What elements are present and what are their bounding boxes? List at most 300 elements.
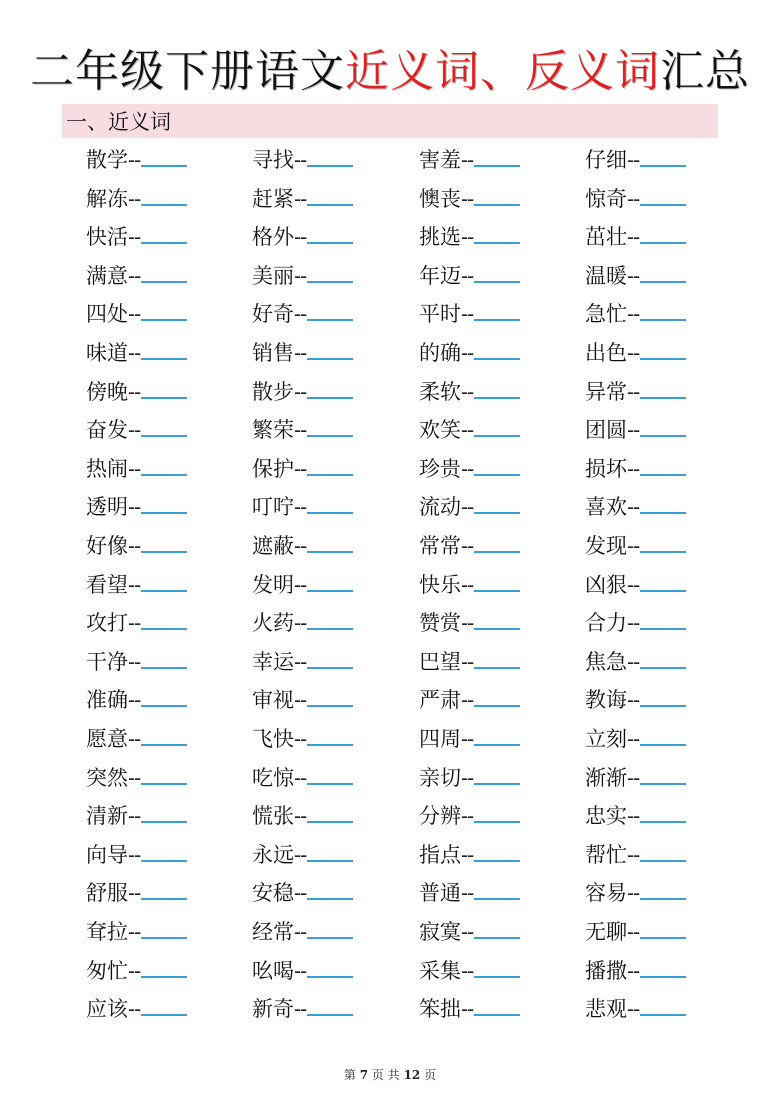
word-item bbox=[585, 299, 735, 337]
word-item bbox=[252, 608, 402, 646]
answer-blank[interactable] bbox=[307, 765, 353, 785]
word-separator: -- bbox=[294, 958, 307, 983]
word-text: 寂寞 bbox=[419, 920, 461, 944]
word-separator: -- bbox=[128, 804, 141, 829]
word-item bbox=[86, 647, 236, 685]
word-separator: -- bbox=[461, 302, 474, 327]
answer-blank[interactable] bbox=[474, 533, 520, 553]
word-item bbox=[252, 570, 402, 608]
word-text: 容易 bbox=[585, 881, 627, 906]
word-item bbox=[252, 261, 402, 299]
answer-blank[interactable] bbox=[307, 803, 353, 823]
word-item bbox=[419, 917, 569, 955]
word-text: 四处 bbox=[86, 302, 128, 327]
word-text: 清新 bbox=[86, 804, 128, 829]
word-text: 播撒 bbox=[585, 958, 627, 983]
answer-blank[interactable] bbox=[141, 494, 187, 514]
answer-blank[interactable] bbox=[141, 726, 187, 746]
word-separator: -- bbox=[627, 958, 640, 983]
word-item bbox=[252, 338, 402, 376]
answer-blank[interactable] bbox=[474, 765, 520, 785]
word-text: 好像 bbox=[86, 534, 128, 558]
answer-blank[interactable] bbox=[474, 340, 520, 360]
answer-blank[interactable] bbox=[640, 610, 686, 630]
word-separator: -- bbox=[294, 534, 307, 558]
word-separator: -- bbox=[294, 225, 307, 250]
word-item bbox=[585, 454, 735, 492]
word-separator: -- bbox=[128, 456, 141, 481]
word-separator: -- bbox=[461, 804, 474, 829]
word-separator: -- bbox=[294, 418, 307, 443]
word-item bbox=[419, 570, 569, 608]
word-item bbox=[419, 878, 569, 916]
word-separator: -- bbox=[128, 958, 141, 983]
answer-blank[interactable] bbox=[640, 765, 686, 785]
word-text: 笨拙 bbox=[419, 997, 461, 1022]
word-text: 流动 bbox=[419, 495, 461, 520]
answer-blank[interactable] bbox=[307, 996, 353, 1016]
word-text: 经常 bbox=[252, 920, 294, 944]
word-item bbox=[585, 685, 735, 723]
word-separator: -- bbox=[461, 186, 474, 211]
word-separator: -- bbox=[128, 649, 141, 674]
word-item bbox=[585, 145, 735, 183]
answer-blank[interactable] bbox=[640, 301, 686, 321]
answer-blank[interactable] bbox=[474, 687, 520, 707]
word-separator: -- bbox=[627, 765, 640, 790]
word-text: 年迈 bbox=[419, 263, 461, 288]
word-text: 快活 bbox=[86, 225, 128, 250]
answer-blank[interactable] bbox=[474, 379, 520, 399]
word-item bbox=[86, 492, 236, 530]
word-text: 喜欢 bbox=[585, 495, 627, 520]
word-text: 美丽 bbox=[252, 263, 294, 288]
word-separator: -- bbox=[294, 148, 307, 172]
word-item bbox=[86, 531, 236, 569]
word-separator: -- bbox=[128, 881, 141, 906]
answer-blank[interactable] bbox=[474, 456, 520, 476]
word-text: 干净 bbox=[86, 649, 128, 674]
word-item bbox=[585, 222, 735, 260]
word-text: 焦急 bbox=[585, 649, 627, 674]
word-text: 异常 bbox=[585, 379, 627, 404]
word-item bbox=[86, 724, 236, 762]
word-text: 吃惊 bbox=[252, 765, 294, 790]
word-row bbox=[86, 492, 726, 530]
answer-blank[interactable] bbox=[141, 765, 187, 785]
word-text: 幸运 bbox=[252, 649, 294, 674]
word-row bbox=[86, 801, 726, 839]
word-item bbox=[86, 917, 236, 955]
answer-blank[interactable] bbox=[474, 417, 520, 437]
word-text: 攻打 bbox=[86, 611, 128, 636]
word-separator: -- bbox=[294, 341, 307, 365]
answer-blank[interactable] bbox=[474, 803, 520, 823]
word-separator: -- bbox=[294, 649, 307, 674]
word-separator: -- bbox=[128, 534, 141, 558]
word-item bbox=[419, 222, 569, 260]
word-text: 耷拉 bbox=[86, 920, 128, 944]
word-row bbox=[86, 956, 726, 994]
word-item bbox=[252, 415, 402, 453]
word-item bbox=[86, 145, 236, 183]
word-separator: -- bbox=[294, 804, 307, 829]
answer-blank[interactable] bbox=[307, 610, 353, 630]
word-separator: -- bbox=[461, 920, 474, 944]
answer-blank[interactable] bbox=[307, 224, 353, 244]
word-item bbox=[86, 261, 236, 299]
answer-blank[interactable] bbox=[474, 880, 520, 900]
word-text: 发明 bbox=[252, 572, 294, 597]
answer-blank[interactable] bbox=[307, 842, 353, 862]
word-separator: -- bbox=[461, 341, 474, 365]
word-text: 吆喝 bbox=[252, 958, 294, 983]
answer-blank[interactable] bbox=[141, 224, 187, 244]
word-separator: -- bbox=[461, 379, 474, 404]
word-separator: -- bbox=[294, 611, 307, 636]
answer-blank[interactable] bbox=[640, 456, 686, 476]
word-text: 奋发 bbox=[86, 418, 128, 443]
word-item bbox=[585, 917, 735, 955]
word-item bbox=[86, 338, 236, 376]
word-text: 散学 bbox=[86, 148, 128, 172]
word-item bbox=[252, 492, 402, 530]
word-text: 格外 bbox=[252, 225, 294, 250]
word-item bbox=[86, 608, 236, 646]
word-text: 遮蔽 bbox=[252, 534, 294, 558]
answer-blank[interactable] bbox=[141, 919, 187, 939]
answer-blank[interactable] bbox=[307, 186, 353, 206]
word-text: 散步 bbox=[252, 379, 294, 404]
word-item bbox=[252, 724, 402, 762]
word-text: 安稳 bbox=[252, 881, 294, 906]
word-separator: -- bbox=[461, 727, 474, 751]
answer-blank[interactable] bbox=[474, 726, 520, 746]
word-separator: -- bbox=[461, 997, 474, 1022]
word-text: 普通 bbox=[419, 881, 461, 906]
answer-blank[interactable] bbox=[141, 379, 187, 399]
answer-blank[interactable] bbox=[640, 147, 686, 167]
word-item bbox=[419, 492, 569, 530]
word-separator: -- bbox=[128, 302, 141, 327]
word-item bbox=[585, 570, 735, 608]
word-separator: -- bbox=[128, 688, 141, 713]
word-item bbox=[252, 454, 402, 492]
answer-blank[interactable] bbox=[474, 842, 520, 862]
word-item bbox=[86, 415, 236, 453]
answer-blank[interactable] bbox=[474, 610, 520, 630]
word-text: 透明 bbox=[86, 495, 128, 520]
answer-blank[interactable] bbox=[640, 842, 686, 862]
word-item bbox=[252, 956, 402, 994]
answer-blank[interactable] bbox=[307, 958, 353, 978]
word-item bbox=[585, 531, 735, 569]
word-text: 帮忙 bbox=[585, 842, 627, 867]
word-item bbox=[419, 261, 569, 299]
word-row bbox=[86, 608, 726, 646]
answer-blank[interactable] bbox=[474, 494, 520, 514]
word-separator: -- bbox=[294, 456, 307, 481]
answer-blank[interactable] bbox=[141, 880, 187, 900]
word-separator: -- bbox=[294, 688, 307, 713]
word-separator: -- bbox=[461, 842, 474, 867]
answer-blank[interactable] bbox=[474, 919, 520, 939]
word-text: 赶紧 bbox=[252, 186, 294, 211]
word-item bbox=[585, 994, 735, 1032]
word-text: 合力 bbox=[585, 611, 627, 636]
title-part-grade: 二年级下册语文 bbox=[30, 46, 345, 97]
word-text: 满意 bbox=[86, 263, 128, 288]
word-item bbox=[252, 531, 402, 569]
answer-blank[interactable] bbox=[141, 263, 187, 283]
word-separator: -- bbox=[627, 881, 640, 906]
answer-blank[interactable] bbox=[307, 340, 353, 360]
word-separator: -- bbox=[627, 534, 640, 558]
answer-blank[interactable] bbox=[640, 649, 686, 669]
answer-blank[interactable] bbox=[640, 533, 686, 553]
word-item bbox=[86, 184, 236, 222]
word-item bbox=[252, 801, 402, 839]
word-item bbox=[585, 724, 735, 762]
word-row bbox=[86, 878, 726, 916]
word-text: 无聊 bbox=[585, 920, 627, 944]
word-text: 巴望 bbox=[419, 649, 461, 674]
word-separator: -- bbox=[461, 611, 474, 636]
answer-blank[interactable] bbox=[307, 687, 353, 707]
word-row bbox=[86, 261, 726, 299]
word-separator: -- bbox=[627, 263, 640, 288]
answer-blank[interactable] bbox=[474, 186, 520, 206]
answer-blank[interactable] bbox=[307, 533, 353, 553]
word-separator: -- bbox=[461, 495, 474, 520]
word-separator: -- bbox=[128, 418, 141, 443]
word-text: 懊丧 bbox=[419, 186, 461, 211]
answer-blank[interactable] bbox=[141, 417, 187, 437]
word-item bbox=[419, 840, 569, 878]
word-separator: -- bbox=[294, 997, 307, 1022]
word-item bbox=[419, 685, 569, 723]
word-text: 傍晚 bbox=[86, 379, 128, 404]
word-separator: -- bbox=[627, 727, 640, 751]
word-text: 新奇 bbox=[252, 997, 294, 1022]
word-item bbox=[86, 454, 236, 492]
answer-blank[interactable] bbox=[141, 456, 187, 476]
answer-blank[interactable] bbox=[141, 572, 187, 592]
word-separator: -- bbox=[627, 456, 640, 481]
answer-blank[interactable] bbox=[474, 572, 520, 592]
answer-blank[interactable] bbox=[640, 263, 686, 283]
word-separator: -- bbox=[128, 842, 141, 867]
footer-middle: 页 共 bbox=[371, 1068, 400, 1082]
answer-blank[interactable] bbox=[474, 301, 520, 321]
word-item bbox=[585, 763, 735, 801]
answer-blank[interactable] bbox=[141, 803, 187, 823]
word-item bbox=[585, 647, 735, 685]
answer-blank[interactable] bbox=[474, 996, 520, 1016]
answer-blank[interactable] bbox=[640, 880, 686, 900]
word-item bbox=[419, 531, 569, 569]
word-text: 销售 bbox=[252, 341, 294, 365]
answer-blank[interactable] bbox=[640, 958, 686, 978]
word-text: 永远 bbox=[252, 842, 294, 867]
word-row bbox=[86, 647, 726, 685]
word-row bbox=[86, 685, 726, 723]
word-item bbox=[585, 956, 735, 994]
word-separator: -- bbox=[294, 302, 307, 327]
answer-blank[interactable] bbox=[640, 186, 686, 206]
word-text: 急忙 bbox=[585, 302, 627, 327]
answer-blank[interactable] bbox=[307, 456, 353, 476]
word-item bbox=[419, 299, 569, 337]
word-item bbox=[419, 454, 569, 492]
answer-blank[interactable] bbox=[640, 340, 686, 360]
answer-blank[interactable] bbox=[640, 996, 686, 1016]
word-text: 严肃 bbox=[419, 688, 461, 713]
page-title bbox=[0, 44, 780, 100]
answer-blank[interactable] bbox=[474, 263, 520, 283]
word-separator: -- bbox=[128, 225, 141, 250]
word-separator: -- bbox=[461, 263, 474, 288]
word-item bbox=[86, 377, 236, 415]
word-separator: -- bbox=[461, 765, 474, 790]
title-part-summary: 汇总 bbox=[660, 46, 750, 97]
answer-blank[interactable] bbox=[307, 301, 353, 321]
answer-blank[interactable] bbox=[141, 533, 187, 553]
word-separator: -- bbox=[461, 148, 474, 172]
word-text: 寻找 bbox=[252, 148, 294, 172]
answer-blank[interactable] bbox=[307, 726, 353, 746]
answer-blank[interactable] bbox=[474, 224, 520, 244]
word-separator: -- bbox=[627, 302, 640, 327]
word-text: 损坏 bbox=[585, 456, 627, 481]
word-row bbox=[86, 994, 726, 1032]
word-item bbox=[585, 377, 735, 415]
word-separator: -- bbox=[128, 148, 141, 172]
word-item bbox=[86, 878, 236, 916]
word-separator: -- bbox=[461, 958, 474, 983]
word-item bbox=[419, 647, 569, 685]
word-item bbox=[252, 994, 402, 1032]
word-row bbox=[86, 338, 726, 376]
word-separator: -- bbox=[128, 611, 141, 636]
word-row bbox=[86, 184, 726, 222]
answer-blank[interactable] bbox=[640, 379, 686, 399]
answer-blank[interactable] bbox=[307, 919, 353, 939]
title-part-synonyms-antonyms: 近义词、反义词 bbox=[345, 46, 660, 97]
word-separator: -- bbox=[627, 418, 640, 443]
answer-blank[interactable] bbox=[640, 572, 686, 592]
footer-page-number: 7 bbox=[359, 1068, 369, 1082]
word-text: 四周 bbox=[419, 727, 461, 751]
answer-blank[interactable] bbox=[307, 263, 353, 283]
word-text: 仔细 bbox=[585, 148, 627, 172]
answer-blank[interactable] bbox=[307, 417, 353, 437]
answer-blank[interactable] bbox=[307, 572, 353, 592]
word-text: 害羞 bbox=[419, 148, 461, 172]
word-text: 应该 bbox=[86, 997, 128, 1022]
word-text: 好奇 bbox=[252, 302, 294, 327]
word-separator: -- bbox=[128, 920, 141, 944]
word-separator: -- bbox=[627, 379, 640, 404]
answer-blank[interactable] bbox=[141, 649, 187, 669]
answer-blank[interactable] bbox=[141, 301, 187, 321]
answer-blank[interactable] bbox=[640, 803, 686, 823]
word-text: 的确 bbox=[419, 341, 461, 365]
answer-blank[interactable] bbox=[307, 649, 353, 669]
word-item bbox=[86, 685, 236, 723]
word-separator: -- bbox=[461, 534, 474, 558]
word-separator: -- bbox=[461, 418, 474, 443]
answer-blank[interactable] bbox=[141, 687, 187, 707]
word-text: 繁荣 bbox=[252, 418, 294, 443]
answer-blank[interactable] bbox=[307, 880, 353, 900]
word-row bbox=[86, 763, 726, 801]
word-separator: -- bbox=[128, 727, 141, 751]
answer-blank[interactable] bbox=[474, 147, 520, 167]
word-row bbox=[86, 145, 726, 183]
answer-blank[interactable] bbox=[307, 147, 353, 167]
word-item bbox=[86, 840, 236, 878]
answer-blank[interactable] bbox=[640, 919, 686, 939]
word-separator: -- bbox=[128, 186, 141, 211]
answer-blank[interactable] bbox=[474, 649, 520, 669]
word-separator: -- bbox=[627, 920, 640, 944]
answer-blank[interactable] bbox=[141, 340, 187, 360]
answer-blank[interactable] bbox=[141, 610, 187, 630]
word-row bbox=[86, 299, 726, 337]
word-separator: -- bbox=[627, 804, 640, 829]
word-separator: -- bbox=[294, 495, 307, 520]
answer-blank[interactable] bbox=[141, 958, 187, 978]
word-text: 分辨 bbox=[419, 804, 461, 829]
answer-blank[interactable] bbox=[307, 379, 353, 399]
section-title: 一、近义词 bbox=[66, 110, 171, 134]
answer-blank[interactable] bbox=[640, 726, 686, 746]
word-text: 忠实 bbox=[585, 804, 627, 829]
answer-blank[interactable] bbox=[141, 996, 187, 1016]
word-separator: -- bbox=[627, 148, 640, 172]
word-separator: -- bbox=[128, 495, 141, 520]
answer-blank[interactable] bbox=[640, 224, 686, 244]
answer-blank[interactable] bbox=[141, 842, 187, 862]
word-item bbox=[419, 801, 569, 839]
word-item bbox=[252, 145, 402, 183]
word-separator: -- bbox=[627, 225, 640, 250]
answer-blank[interactable] bbox=[474, 958, 520, 978]
word-item bbox=[585, 608, 735, 646]
word-item bbox=[585, 184, 735, 222]
answer-blank[interactable] bbox=[307, 494, 353, 514]
word-text: 珍贵 bbox=[419, 456, 461, 481]
answer-blank[interactable] bbox=[141, 147, 187, 167]
word-separator: -- bbox=[294, 842, 307, 867]
answer-blank[interactable] bbox=[640, 687, 686, 707]
word-text: 热闹 bbox=[86, 456, 128, 481]
word-separator: -- bbox=[294, 765, 307, 790]
answer-blank[interactable] bbox=[640, 494, 686, 514]
answer-blank[interactable] bbox=[141, 186, 187, 206]
word-text: 常常 bbox=[419, 534, 461, 558]
word-separator: -- bbox=[627, 842, 640, 867]
page-footer bbox=[0, 1066, 780, 1083]
answer-blank[interactable] bbox=[640, 417, 686, 437]
word-text: 温暖 bbox=[585, 263, 627, 288]
word-item bbox=[419, 184, 569, 222]
word-item bbox=[252, 184, 402, 222]
word-text: 审视 bbox=[252, 688, 294, 713]
word-text: 愿意 bbox=[86, 727, 128, 751]
word-text: 渐渐 bbox=[585, 765, 627, 790]
